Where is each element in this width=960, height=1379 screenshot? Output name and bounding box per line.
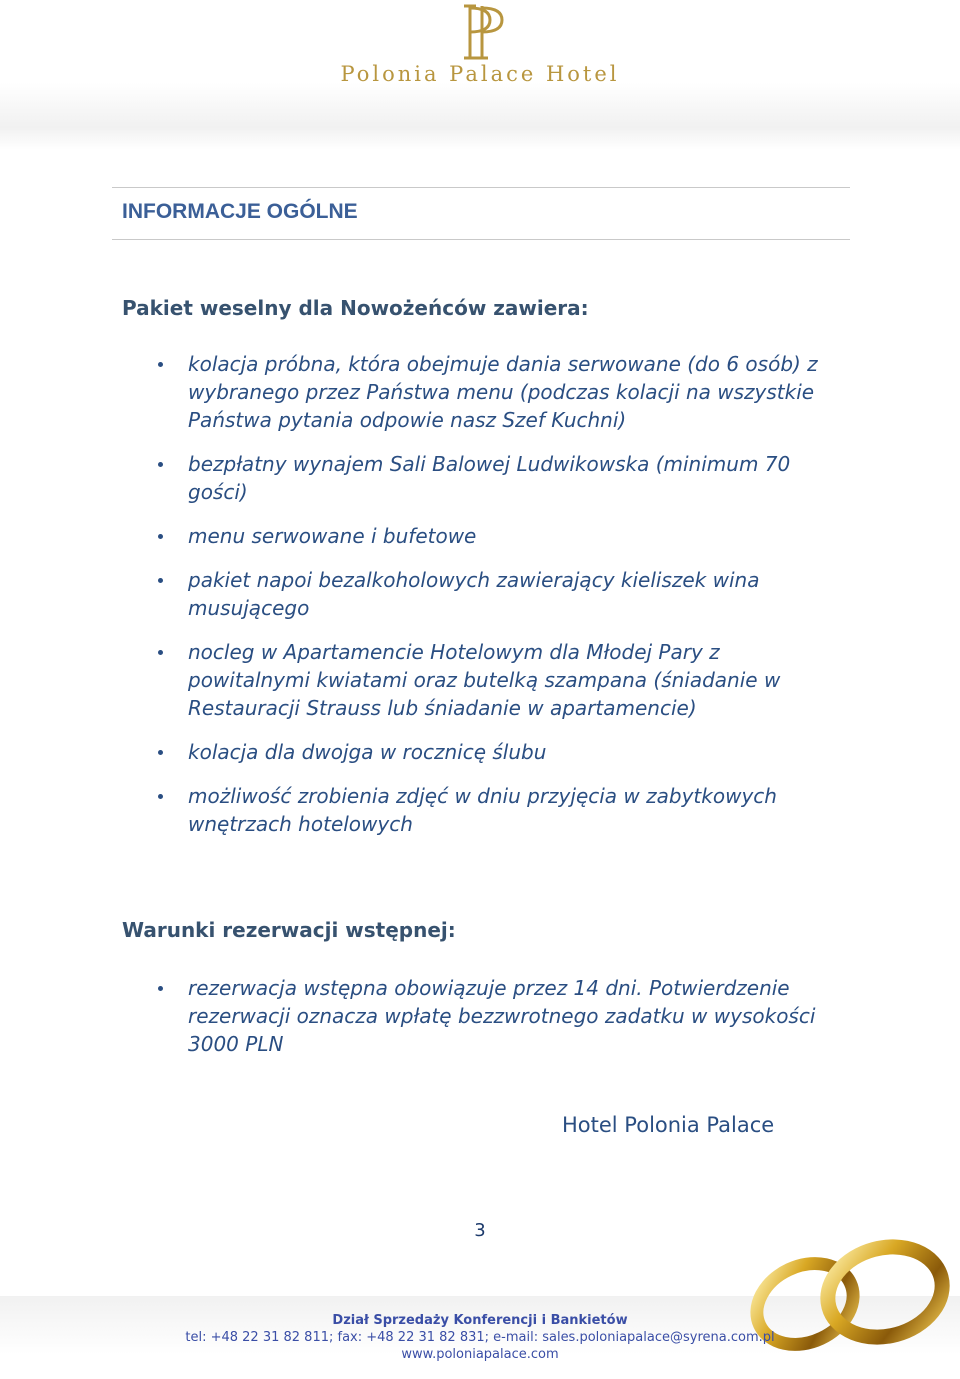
pp-monogram-icon xyxy=(450,0,510,62)
bullet-icon xyxy=(158,650,163,655)
list-item xyxy=(156,450,846,506)
footer-website: www.poloniapalace.com xyxy=(401,1347,559,1362)
list-item-text: pakiet napoi bezalkoholowych zawierający kieliszek wina musującego xyxy=(188,568,760,620)
list-item xyxy=(156,638,846,722)
package-heading: Pakiet weselny dla Nowożeńców zawiera: xyxy=(122,296,589,320)
bullet-icon xyxy=(158,750,163,755)
list-item xyxy=(156,738,846,766)
list-item-text: nocleg w Apartamencie Hotelowym dla Młodej Pary z powitalnymi kwiatami oraz butelką szampana (śniadanie w Restauracji Strauss lub śniadanie w apartamencie) xyxy=(188,640,781,720)
bullet-icon xyxy=(158,362,163,367)
bullet-icon xyxy=(158,986,163,991)
footer-department: Dział Sprzedaży Konferencji i Bankietów xyxy=(332,1313,628,1328)
list-item-text: rezerwacja wstępna obowiązuje przez 14 dni. Potwierdzenie rezerwacji oznacza wpłatę bezzwrotnego zadatku w wysokości 3000 PLN xyxy=(188,976,816,1056)
list-item xyxy=(156,974,846,1058)
list-item-text: kolacja próbna, która obejmuje dania serwowane (do 6 osób) z wybranego przez Państwa menu (podczas kolacji na wszystkie Państwa pytania odpowie nasz Szef Kuchni) xyxy=(188,352,818,432)
footer-contact: tel: +48 22 31 82 811; fax: +48 22 31 82 831; e-mail: sales.poloniapalace@syrena.com.pl xyxy=(185,1330,775,1345)
signature: Hotel Polonia Palace xyxy=(562,1113,775,1137)
page-number: 3 xyxy=(474,1220,486,1241)
list-item-text: bezpłatny wynajem Sali Balowej Ludwikowska (minimum 70 gości) xyxy=(188,452,791,504)
hotel-logo xyxy=(330,0,630,100)
bullet-icon xyxy=(158,578,163,583)
list-item-text: kolacja dla dwojga w rocznicę ślubu xyxy=(188,740,547,764)
section-title: INFORMACJE OGÓLNE xyxy=(122,200,358,223)
logo-text: Polonia Palace Hotel xyxy=(340,62,620,86)
divider-top xyxy=(112,187,850,188)
package-list xyxy=(156,350,846,854)
list-item xyxy=(156,350,846,434)
bullet-icon xyxy=(158,794,163,799)
list-item-text: menu serwowane i bufetowe xyxy=(188,524,477,548)
list-item xyxy=(156,522,846,550)
list-item-text: możliwość zrobienia zdjęć w dniu przyjęcia w zabytkowych wnętrzach hotelowych xyxy=(188,784,777,836)
reservation-heading: Warunki rezerwacji wstępnej: xyxy=(122,918,456,942)
reservation-list xyxy=(156,974,846,1074)
list-item xyxy=(156,782,846,838)
bullet-icon xyxy=(158,534,163,539)
divider-bottom xyxy=(112,239,850,240)
bullet-icon xyxy=(158,462,163,467)
list-item xyxy=(156,566,846,622)
